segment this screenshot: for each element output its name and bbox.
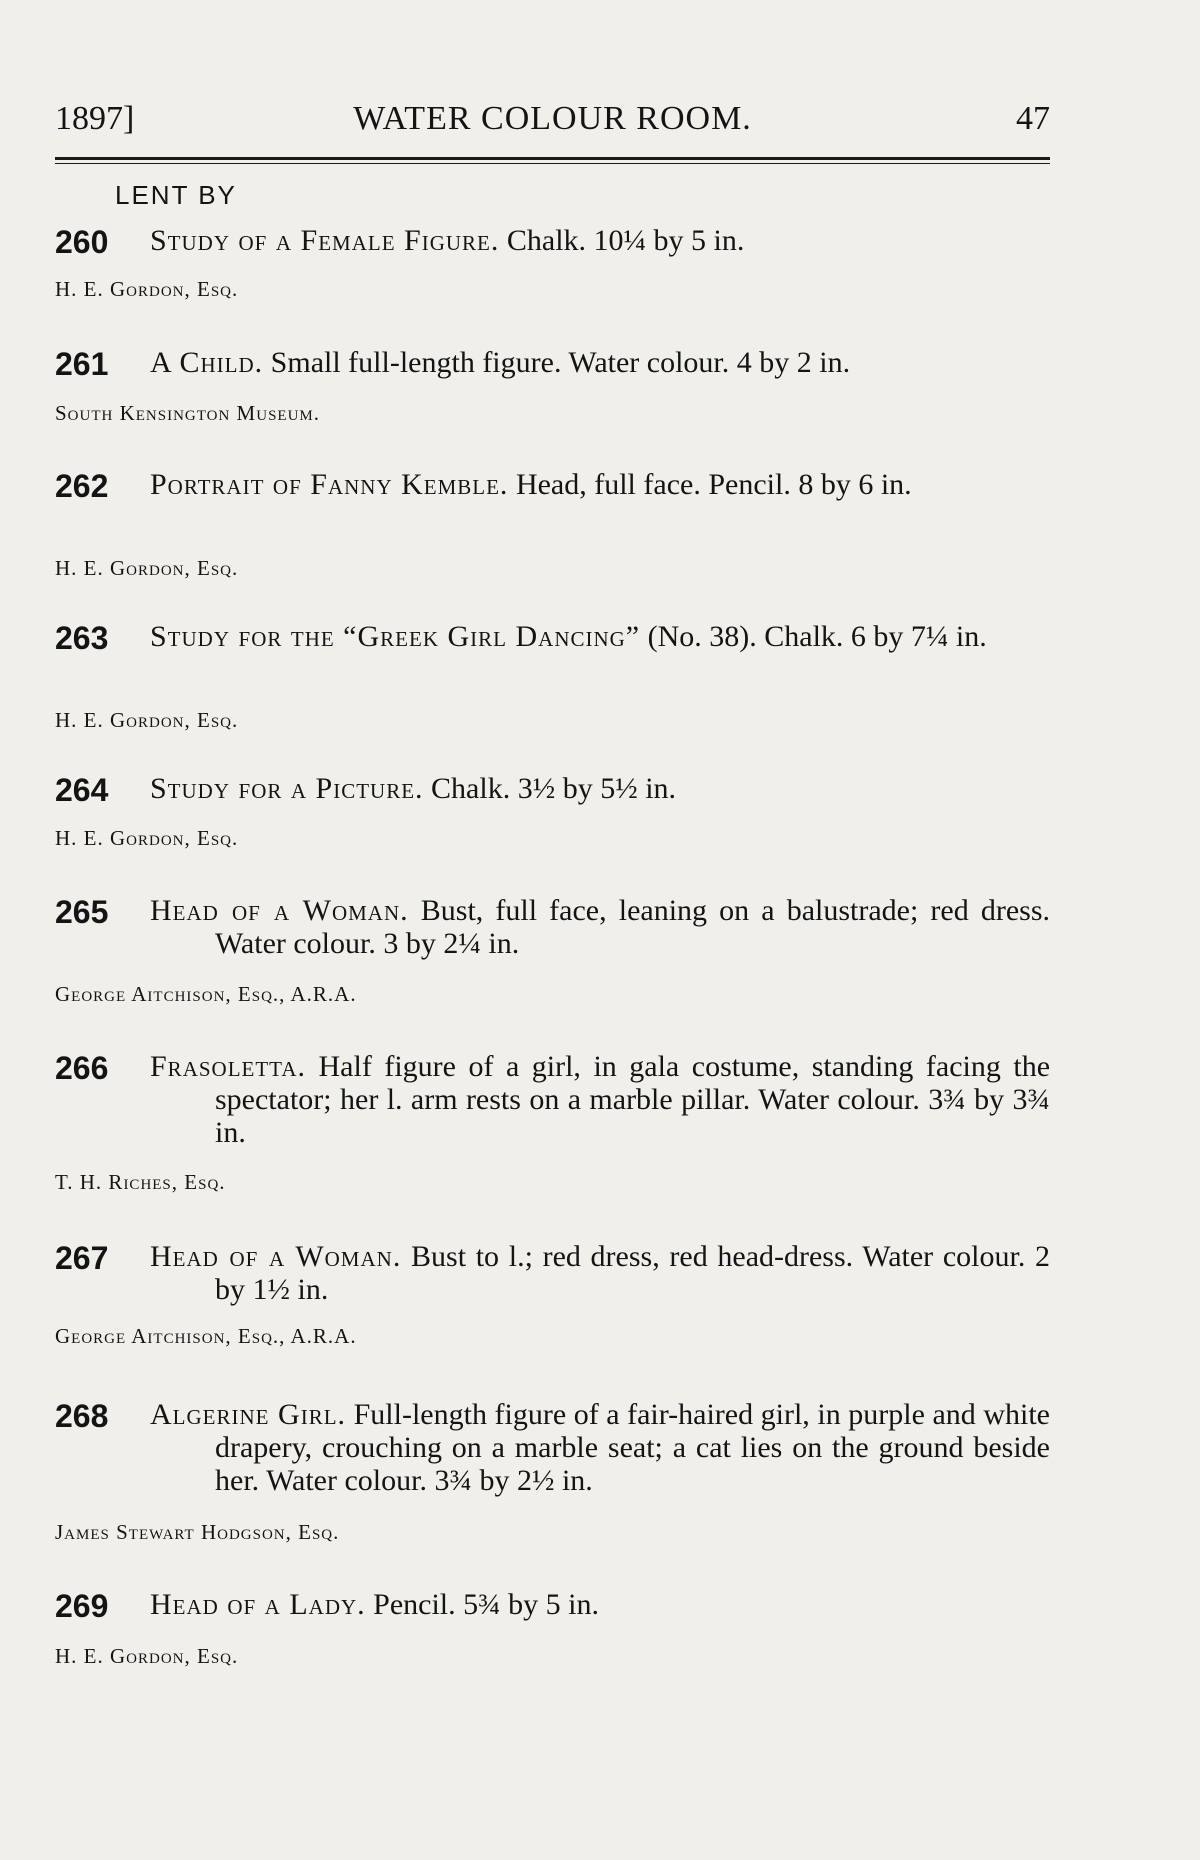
entry-title: Head of a Woman. (150, 894, 409, 927)
entry-number: 261 (55, 346, 109, 382)
catalogue-entry (55, 894, 1051, 1006)
entry-title: Head of a Woman. (150, 1240, 402, 1273)
entry-number: 269 (55, 1588, 109, 1624)
entry-details: Bust, full face, leaning on a balustrade; red dress. Water colour. 3 by 2¼ in. (215, 894, 1051, 960)
entry-details: Pencil. 5¾ by 5 in. (373, 1588, 599, 1621)
entry-description (150, 894, 1050, 960)
entry-lender: H. E. Gordon, Esq. (55, 556, 239, 580)
catalogue-entry (55, 1398, 1050, 1544)
entry-description (150, 468, 1050, 501)
catalogue-entry (55, 346, 1050, 425)
entry-details: Small full-length figure. Water colour. 4 by 2 in. (270, 346, 851, 379)
entry-description (150, 772, 1050, 805)
entry-lender: George Aitchison, Esq., A.R.A. (55, 982, 357, 1006)
entry-lender: H. E. Gordon, Esq. (55, 1644, 239, 1668)
entry-lender: H. E. Gordon, Esq. (55, 277, 239, 301)
entry-details: Bust to l.; red dress, red head-dress. Water colour. 2 by 1½ in. (215, 1240, 1051, 1306)
catalogue-entry (55, 1588, 1050, 1668)
entry-title: A Child. (150, 346, 264, 379)
entry-description (150, 1050, 1050, 1149)
entry-description (150, 346, 1050, 379)
entry-lender: James Stewart Hodgson, Esq. (55, 1520, 340, 1544)
catalogue-entry (55, 468, 1050, 580)
entry-title: Algerine Girl. (150, 1398, 347, 1431)
entry-details: Half figure of a girl, in gala costume, standing facing the spectator; her l. arm rests on a marble pillar. Water colour. 3¾ by 3¾ in. (215, 1050, 1051, 1149)
catalogue-entry (55, 1240, 1051, 1348)
entry-number: 263 (55, 620, 109, 656)
entry-title: Study for a Picture. (150, 772, 424, 805)
entry-title: Frasoletta. (150, 1050, 306, 1083)
entry-description (150, 1588, 1050, 1621)
entry-title: Study of a Female Figure. (150, 224, 500, 257)
header-title: WATER COLOUR ROOM. (353, 100, 752, 137)
entry-details: Full-length figure of a fair-haired girl, in purple and white drapery, crouching on a marble seat; a cat lies on the ground beside her. Water colour. 3¾ by 2½ in. (215, 1398, 1050, 1497)
entry-description (150, 224, 1050, 257)
entry-number: 267 (55, 1240, 109, 1276)
entry-lender: South Kensington Museum. (55, 401, 320, 425)
header-rule-thin (55, 163, 1050, 164)
entry-description (150, 1398, 1050, 1497)
entry-details: (No. 38). Chalk. 6 by 7¼ in. (647, 620, 987, 653)
entry-title: Study for the “Greek Girl Dancing” (150, 620, 641, 653)
entry-lender: H. E. Gordon, Esq. (55, 708, 239, 732)
entry-number: 268 (55, 1398, 109, 1434)
entry-number: 266 (55, 1050, 109, 1086)
entry-title: Portrait of Fanny Kemble. (150, 468, 509, 501)
entry-lender: George Aitchison, Esq., A.R.A. (55, 1324, 357, 1348)
header-rule (55, 157, 1050, 160)
catalogue-entry (55, 620, 1050, 732)
running-header (55, 100, 1050, 150)
entry-details: Chalk. 10¼ by 5 in. (506, 224, 745, 257)
entry-lender: T. H. Riches, Esq. (55, 1170, 226, 1194)
entry-details: Chalk. 3½ by 5½ in. (431, 772, 677, 805)
entry-details: Head, full face. Pencil. 8 by 6 in. (515, 468, 912, 501)
catalogue-entry (55, 224, 1050, 301)
header-year: 1897] (55, 100, 135, 137)
page-number: 47 (1016, 100, 1050, 137)
catalogue-entry (55, 772, 1050, 850)
entry-description (150, 1240, 1050, 1306)
catalogue-entry (55, 1050, 1051, 1194)
entry-number: 264 (55, 772, 109, 808)
entry-number: 260 (55, 224, 109, 260)
lent-by-label: LENT BY (115, 180, 237, 210)
entry-lender: H. E. Gordon, Esq. (55, 826, 239, 850)
entry-description (150, 620, 1050, 653)
entry-number: 265 (55, 894, 109, 930)
entry-title: Head of a Lady. (150, 1588, 366, 1621)
entry-number: 262 (55, 468, 109, 504)
